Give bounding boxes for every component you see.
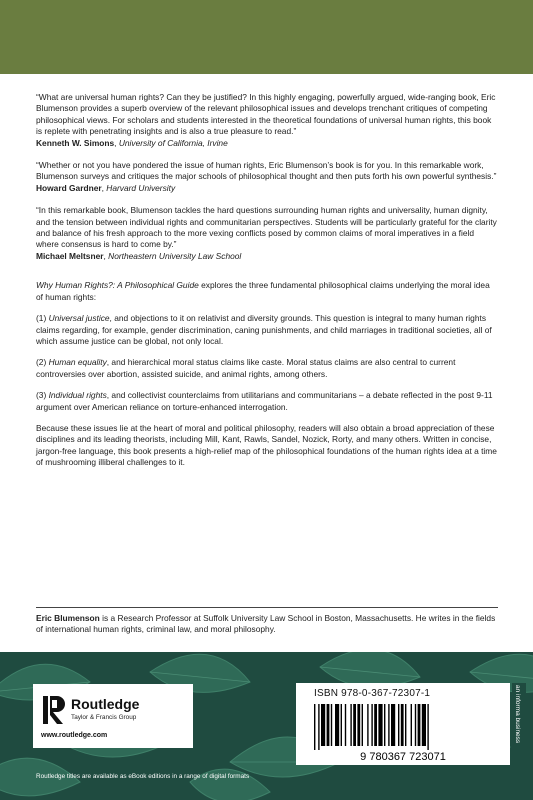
intro-text: explores the three fundamental philosophical claims underlying the moral idea of human rights:: [36, 280, 490, 302]
publisher-logo-block: [33, 684, 193, 748]
claim-3: [36, 390, 498, 413]
closing-paragraph: Because these issues lie at the heart of moral and political philosophy, readers will also obtain a broad appreciation of these disciplines and its leading theorists, including Mill, Kant, Rawls, Sandel, Nozick, Rorty, and many others. Written in concise, jargon-free language, this book presents a high-relief map of the philosophical foundations of the human rights idea at a time of mushrooming illiberal challenges to it.: [36, 422, 497, 468]
quote-text: “What are universal human rights? Can they be justified? In this highly engaging, powerfully argued, wide-ranging book, Eric Blumenson provides a superb overview of the relevant philosophical issues and develops trenchant critiques of competing philosophical views. For scholars and students interested in the theoretical foundations of universal human rights, this book is replete with penetrating insights and is also a true pleasure to read.”: [36, 92, 496, 137]
footer-note: Routledge titles are available as eBook editions in a range of digital formats: [36, 773, 250, 780]
barcode-bar: [367, 704, 368, 746]
bio-text: is a Research Professor at Suffolk University Law School in Boston, Massachusetts. He writes in the fields of international human rights, criminal law, and moral philosophy.: [36, 613, 496, 635]
quote-2: “Whether or not you have pondered the issue of human rights, Eric Blumenson’s book is for you. In this remarkable work, Blumenson surveys and critiques the major schools of philosophical thought and then puts forth his own powerful synthesis.” Howard Gardner, Harvard University: [36, 160, 497, 193]
barcode-bar: [384, 704, 385, 746]
barcode-bar: [362, 704, 363, 746]
informa-text: an informa business: [514, 685, 521, 744]
claim-number: (3): [36, 390, 49, 401]
quote-author: Howard Gardner: [36, 182, 102, 193]
barcode-bar: [345, 704, 346, 746]
barcode-bar: [411, 704, 412, 746]
informa-side-label: [512, 683, 526, 765]
barcode-bar: [350, 704, 351, 746]
quote-3: “In this remarkable book, Blumenson tackles the hard questions surrounding human rights and universality, human dignity, and the tension between individual rights and communitarian perspectives. Students will be particularly grateful for the clarity and balance of his fresh approach to the more vexing conflicts posed by common claims of moral imperatives in a field where consensus is hard to come by.” Michael Meltsner, Northeastern University Law School: [36, 205, 497, 261]
isbn-text: ISBN 978-0-367-72307-1: [314, 688, 431, 699]
claim-term: Individual rights: [48, 390, 107, 401]
claim-number: (2): [36, 357, 49, 368]
quote-author: Michael Meltsner: [36, 250, 104, 261]
barcode-bar: [388, 704, 389, 746]
divider-line: [36, 607, 498, 608]
claim-text: , and hierarchical moral status claims like caste. Moral status claims are also central to current controversies over abortion, assisted suicide, and animal rights, among others.: [36, 357, 456, 379]
claim-term: Human equality: [48, 357, 107, 368]
claim-term: Universal justice: [48, 313, 110, 324]
claim-text: , and collectivist counterclaims from utilitarians and communitarians – a debate reflected in the post 9-11 argument over American reliance on torture-enhanced interrogation.: [36, 390, 493, 412]
barcode-bar: [371, 704, 372, 746]
barcode-bar: [341, 704, 342, 746]
description-intro: [36, 280, 498, 303]
barcode-bar: [374, 704, 377, 746]
barcode-bar: [357, 704, 360, 746]
barcode-icon: [304, 704, 502, 762]
author-name: Eric Blumenson: [36, 613, 100, 623]
claim-number: (1): [36, 313, 49, 324]
quote-1: “What are universal human rights? Can they be justified? In this highly engaging, powerfully argued, wide-ranging book, Eric Blumenson provides a superb overview of the relevant philosophical issues and develops trenchant critiques of competing philosophical views. For scholars and students interested in the theoretical foundations of universal human rights, this book is replete with penetrating insights and is also a true pleasure to read.” Kenneth W. Simons, University of California, Irvine: [36, 92, 496, 148]
publisher-subtitle: Taylor & Francis Group: [71, 714, 137, 721]
quote-affiliation: Harvard University: [106, 182, 176, 193]
quote-text: “In this remarkable book, Blumenson tackles the hard questions surrounding human rights and universality, human dignity, and the tension between individual rights and communitarian perspectives. Students will be particularly grateful for the clarity and balance of his fresh approach to the more vexing conflicts posed by common claims of moral imperatives in a field where consensus is hard to come by.”: [36, 205, 497, 250]
author-bio: [36, 613, 498, 636]
barcode-bar: [327, 704, 330, 746]
publisher-name: Routledge: [71, 696, 140, 712]
quote-text: “Whether or not you have pondered the issue of human rights, Eric Blumenson’s book is for you. In this remarkable work, Blumenson surveys and critiques the major schools of philosophical thought and then puts forth his own powerful synthesis.”: [36, 160, 497, 182]
barcode-bar: [321, 704, 325, 746]
barcode-bar: [401, 704, 404, 746]
barcode-bar: [335, 704, 339, 746]
barcode-block: [296, 683, 510, 765]
barcode-bar: [331, 704, 332, 746]
book-title: Why Human Rights?: A Philosophical Guide: [36, 280, 199, 291]
barcode-bar: [405, 704, 406, 746]
claim-text: , and objections to it on relativist and diversity grounds. This question is integral to many human rights claims regarding, for example, gender discrimination, caning punishments, and child marriages in traditional societies, all of which assume justice can be global, not only local.: [36, 313, 492, 346]
barcode-bar: [391, 704, 395, 746]
quote-affiliation: University of California, Irvine: [118, 137, 228, 148]
barcode-bar: [415, 704, 416, 746]
routledge-logo-icon: [41, 694, 67, 726]
barcode-bar: [398, 704, 399, 746]
barcode-bar: [422, 704, 426, 746]
barcode-bar: [418, 704, 421, 746]
barcode-number: 9 780367 723071: [360, 751, 446, 762]
back-cover-text: [36, 92, 498, 479]
quote-affiliation: Northeastern University Law School: [108, 250, 242, 261]
publisher-url: www.routledge.com: [41, 732, 108, 739]
claim-2: [36, 357, 498, 380]
quote-author: Kenneth W. Simons: [36, 137, 115, 148]
barcode-bar: [427, 704, 428, 750]
barcode-bar: [314, 704, 315, 750]
barcode-bar: [318, 704, 319, 750]
claim-1: [36, 313, 498, 347]
top-color-band: [0, 0, 533, 74]
barcode-bar: [353, 704, 356, 746]
barcode-bar: [378, 704, 382, 746]
